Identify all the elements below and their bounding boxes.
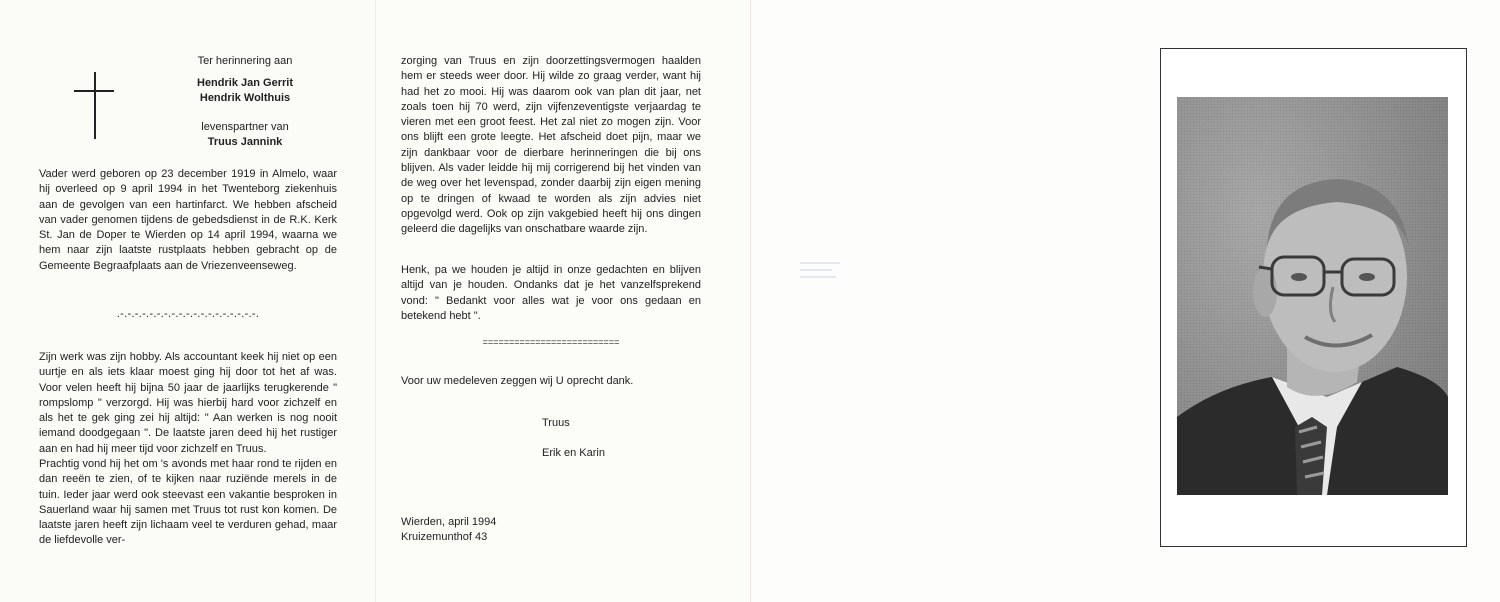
- cross-icon: [94, 72, 96, 139]
- cross-icon-bar: [74, 90, 114, 92]
- partner-label: levenspartner van: [201, 121, 289, 133]
- intro-text: Ter herinnering aan: [197, 55, 293, 67]
- address: Kruizemunthof 43: [401, 531, 488, 543]
- divider-equals: ==========================: [482, 337, 620, 347]
- place-date: Wierden, april 1994: [401, 516, 497, 528]
- portrait-photo: [1177, 97, 1448, 495]
- biography-paragraph-2: Zijn werk was zijn hobby. Als accountant keek hij niet op een uurtje en als iets klaar moest ging hij door tot het af was. Voor velen heeft hij bijna 50 jaar de jaarlijks terugkerende " rompslomp " verzorgd. Hij was hierbij hard voor zichzelf en als het te gek ging zei hij altijd: " Aan werken is nog nooit iemand doodgegaan ". De laatste jaren deed hij het rustiger aan en had hij meer tijd voor zichzelf en Truus.: [39, 351, 337, 455]
- divider-dashes: .-.-.-.-.-.-.-.-.-.-.-.-.-.-.-.-.-.-.-.: [116, 308, 260, 320]
- deceased-name-line1: Hendrik Jan Gerrit: [197, 77, 293, 89]
- signature-children: Erik en Karin: [542, 447, 605, 459]
- middle-paragraph-2: Henk, pa we houden je altijd in onze gedachten en blijven altijd van je houden. Ondanks dat je het vanzelfsprekend vond: " Bedankt voor alles wat je voor ons gedaan en betekend hebt ".: [401, 264, 701, 322]
- biography-paragraph-1: Vader werd geboren op 23 december 1919 in Almelo, waar hij overleed op 9 april 1994 in het Twenteborg ziekenhuis aan de gevolgen van een hartinfarct. We hebben afscheid van vader genomen tijdens de gebedsdienst in de R.K. Kerk St. Jan de Doper te Wierden op 14 april 1994, waarna we hem naar zijn laatste rustplaats hebben gebracht op de Gemeente Begraafplaats aan de Vriezenveenseweg.: [39, 168, 337, 272]
- middle-paragraph-1: zorging van Truus en zijn doorzettingsvermogen haalden hem er steeds weer door. Hij wilde zo graag verder, want hij had het zo mooi. Hij was daarom ook van plan dit jaar, net zoals toen hij 70 werd, zijn vijfenzeventigste verjaardag te vieren met een groot feest. Het zal niet zo mogen zijn. Voor ons blijft een grote leegte. Het afscheid doet pijn, maar we zijn dankbaar voor de dierbare herinneringen die bij ons blijven. Als vader leidde hij mij corrigerend bij het vinden van de weg over het levenspad, zonder daarbij zijn eigen mening op te dringen of kwaad te worden als zijn advies niet opgevolgd werd. Ook op zijn vakgebied heeft hij ons dingen geleerd die dagelijks van onschatbare waarde zijn.: [401, 55, 701, 236]
- biography-paragraph-3: Prachtig vond hij het om 's avonds met haar rond te rijden en dan reeën te zien, of te kijken naar ruziënde merels in de tuin. Ieder jaar werd ook steevast een vakantie besproken in Sauerland waar hij samen met Truus tot rust kon komen. De laatste jaren heeft zijn lichaam veel te verduren gehad, maar de liefdevolle ver-: [39, 458, 337, 547]
- deceased-name-line2: Hendrik Wolthuis: [199, 92, 291, 104]
- signature-truus: Truus: [542, 417, 570, 429]
- bleed-through-marks: [800, 262, 840, 278]
- thanks-text: Voor uw medeleven zeggen wij U oprecht dank.: [401, 375, 634, 387]
- partner-name: Truus Jannink: [207, 136, 283, 148]
